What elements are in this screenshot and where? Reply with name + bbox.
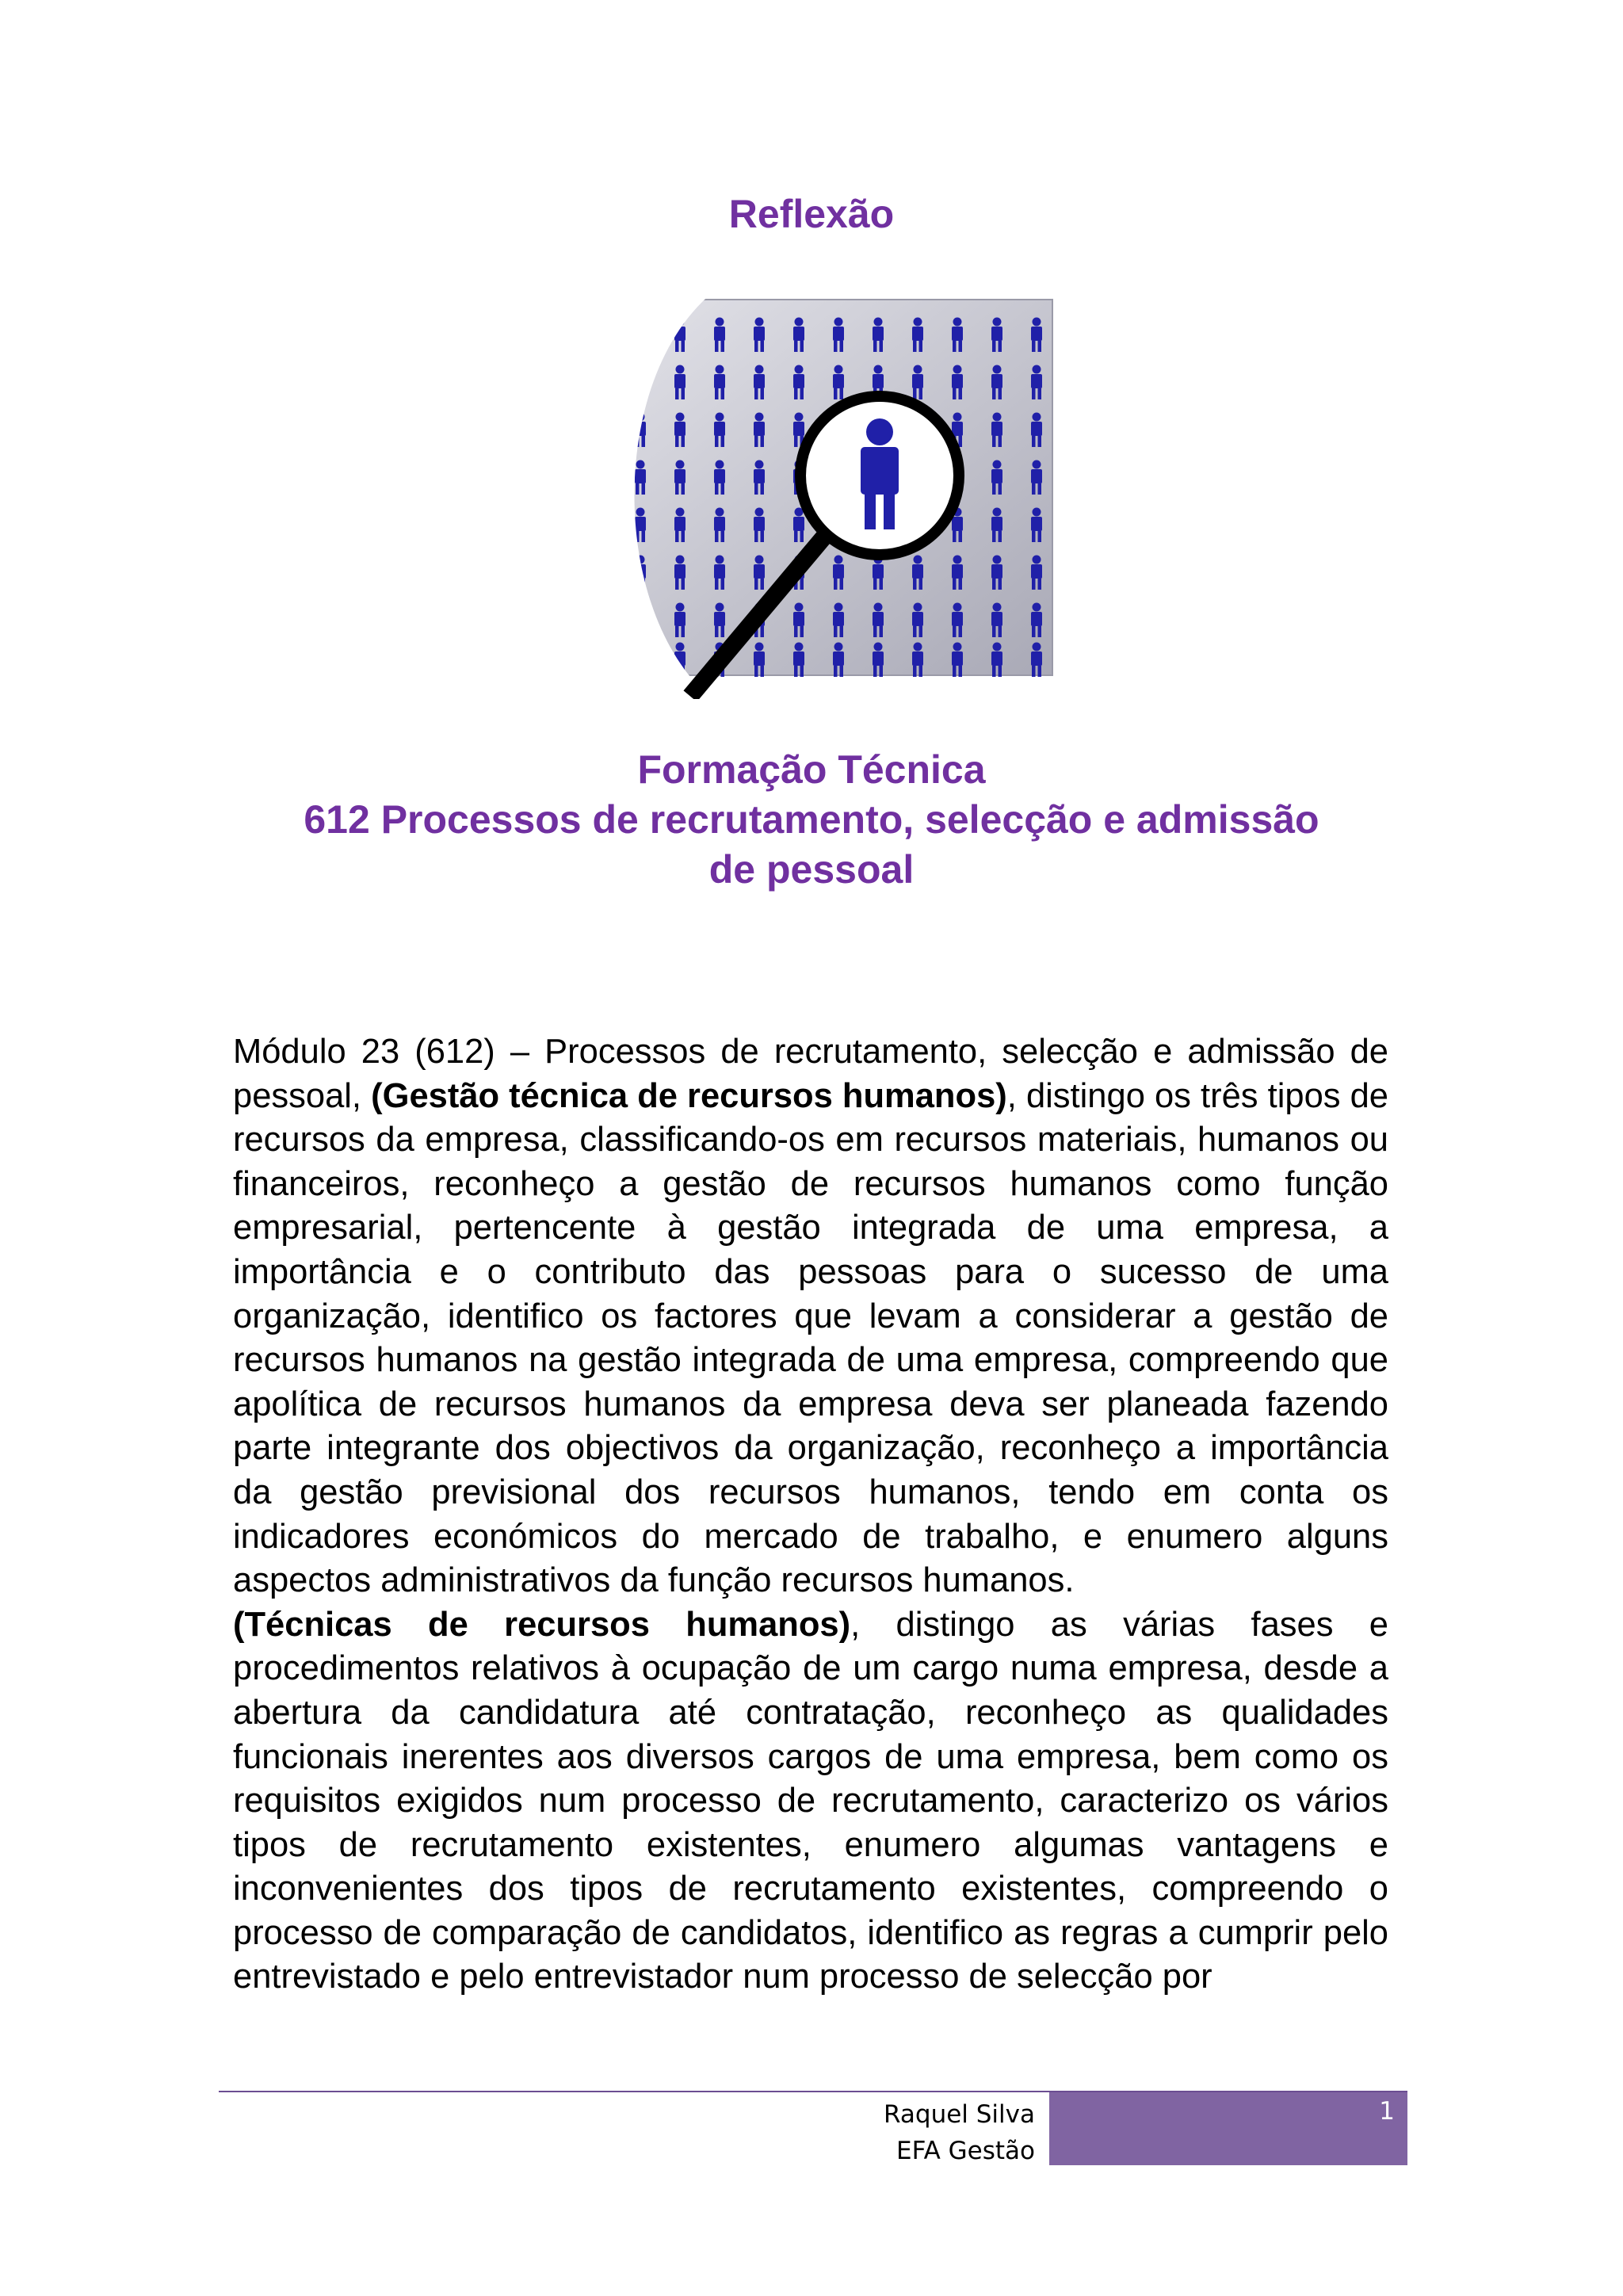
footer-author: Raquel Silva	[884, 2100, 1035, 2129]
page-title: Reflexão	[728, 192, 895, 236]
paragraph-2-text: , distingo as várias fases e procedimentos relativos à ocupação de um cargo numa empresa, desde a abertura da candidatura até contratação, reconheço as qualidades funcionais inerentes aos diversos cargos de uma empresa, bem como os requisitos exigidos num processo de recrutamento, caracterizo os vários tipos de recrutamento existentes, enumero algumas vantagens e inconvenientes dos tipos de recrutamento existentes, compreendo o processo de comparação de candidatos, identifico as regras a cumprir pelo entrevistado e pelo entrevistador num processo de selecção por	[233, 1605, 1388, 1996]
footer-course: EFA Gestão	[896, 2137, 1035, 2165]
module-heading	[0, 745, 1623, 895]
paragraph-2-bold: (Técnicas de recursos humanos)	[233, 1605, 851, 1644]
paragraph-2	[233, 1603, 1388, 2000]
subtitle-line-3: de pessoal	[708, 847, 915, 892]
footer-author-block	[848, 2096, 1035, 2169]
paragraph-1-text: , distingo os três tipos de recursos da empresa, classificando-os em recursos materiais, humanos ou financeiros, reconheço a gestão de recursos humanos como função empresarial, pertencente à gestão integrada de uma empresa, a importância e o contributo das pessoas para o sucesso de uma organização, identifico os factores que levam a considerar a gestão de recursos humanos na gestão integrada de uma empresa, compreendo que apolítica de recursos humanos da empresa deva ser planeada fazendo parte integrante dos objectivos da organização, reconheço a importância da gestão previsional dos recursos humanos, tendo em conta os indicadores económicos do mercado de trabalho, e enumero alguns aspectos administrativos da função recursos humanos.	[233, 1076, 1388, 1600]
paragraph-1-intro: Módulo 23 (612) – Processos de recrutamento, selecção e admissão de pessoal,	[233, 1033, 1388, 1115]
subtitle-line-1: Formação Técnica	[637, 747, 986, 792]
footer-page-box	[1049, 2092, 1407, 2165]
paragraph-1	[233, 1030, 1388, 1603]
page-number: 1	[1379, 2097, 1395, 2126]
magnifier-over-people-icon	[577, 293, 1059, 699]
paragraph-1-bold: (Gestão técnica de recursos humanos)	[371, 1076, 1007, 1115]
body-text	[233, 1030, 1388, 2000]
subtitle-line-2: 612 Processos de recrutamento, selecção e admissão	[304, 797, 1319, 842]
